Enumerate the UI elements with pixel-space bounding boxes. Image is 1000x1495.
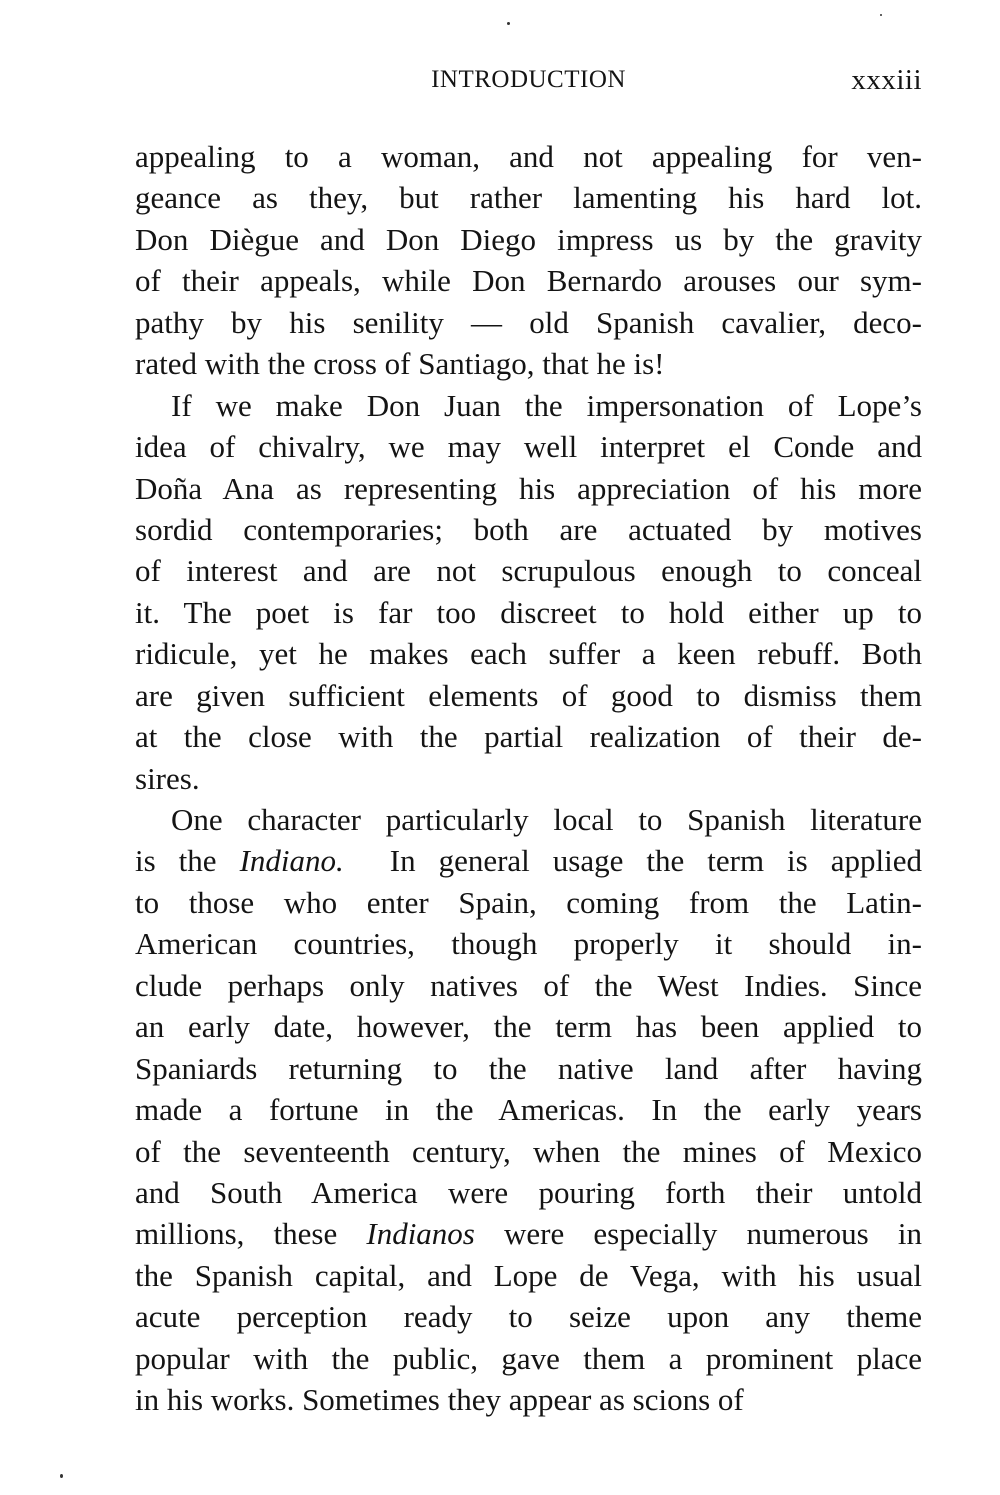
- text-line: acute perception ready to seize upon any theme: [135, 1299, 922, 1335]
- text-line: and South America were pouring forth their untold: [135, 1174, 922, 1210]
- text-line: at the close with the partial realization of their de-: [135, 719, 922, 755]
- body-text: [135, 136, 922, 1421]
- text-line: geance as they, but rather lamenting his hard lot.: [135, 180, 922, 216]
- italic-term: Indiano.: [239, 843, 344, 879]
- text-line: of the seventeenth century, when the mines of Mexico: [135, 1133, 922, 1169]
- page-number: xxxiii: [851, 64, 922, 96]
- text-line: ridicule, yet he makes each suffer a keen rebuff. Both: [135, 636, 922, 672]
- paragraph: [135, 385, 922, 799]
- text-run: is the: [135, 843, 240, 879]
- text-line: Spaniards returning to the native land after having: [135, 1050, 922, 1086]
- text-line: clude perhaps only natives of the West Indies. Since: [135, 967, 922, 1003]
- text-line: sordid contemporaries; both are actuated by motives: [135, 511, 922, 547]
- text-line: [135, 840, 922, 881]
- paragraph: [135, 136, 922, 385]
- paper-speck: [60, 1474, 63, 1478]
- paper-speck: [880, 14, 882, 16]
- paper-speck: [507, 22, 510, 25]
- text-line: it. The poet is far too discreet to hold either up to: [135, 594, 922, 630]
- text-line: of interest and are not scrupulous enough to conceal: [135, 553, 922, 589]
- text-line: rated with the cross of Santiago, that he is!: [135, 346, 665, 382]
- text-line: idea of chivalry, we may well interpret el Conde and: [135, 429, 922, 465]
- text-line: the Spanish capital, and Lope de Vega, with his usual: [135, 1257, 922, 1293]
- text-line: popular with the public, gave them a prominent place: [135, 1340, 922, 1376]
- paragraph: [135, 799, 922, 1421]
- text-line: If we make Don Juan the impersonation of Lope’s: [171, 387, 922, 423]
- text-line: pathy by his senility — old Spanish cavalier, deco-: [135, 304, 922, 340]
- running-head: [135, 62, 922, 98]
- text-line: [135, 1213, 922, 1254]
- text-line: to those who enter Spain, coming from the Latin-: [135, 884, 922, 920]
- text-line: made a fortune in the Americas. In the early years: [135, 1092, 922, 1128]
- text-line: One character particularly local to Spanish literature: [171, 802, 922, 837]
- text-line: sires.: [135, 760, 200, 796]
- text-line: are given sufficient elements of good to dismiss them: [135, 677, 922, 713]
- text-line: an early date, however, the term has been applied to: [135, 1009, 922, 1045]
- text-line: appealing to a woman, and not appealing for ven-: [135, 139, 922, 174]
- text-run: were especially numerous in: [474, 1216, 922, 1252]
- italic-term: Indianos: [366, 1216, 475, 1252]
- text-line: American countries, though properly it should in-: [135, 926, 922, 962]
- text-line: Doña Ana as representing his appreciation of his more: [135, 470, 922, 506]
- text-line: in his works. Sometimes they appear as scions of: [135, 1382, 744, 1418]
- text-run: millions, these: [135, 1216, 367, 1252]
- text-run: In general usage the term is applied: [343, 843, 922, 879]
- chapter-heading: INTRODUCTION: [431, 66, 626, 93]
- text-line: of their appeals, while Don Bernardo arouses our sym-: [135, 263, 922, 299]
- text-line: Don Diègue and Don Diego impress us by the gravity: [135, 221, 922, 257]
